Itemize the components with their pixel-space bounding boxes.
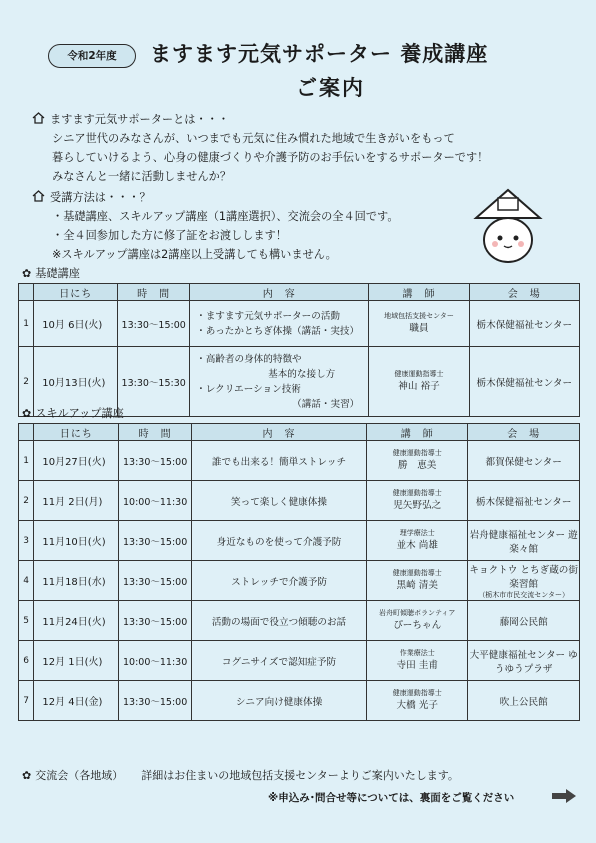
row-content: 誰でも出来る！簡単ストレッチ xyxy=(191,441,366,481)
exchange-heading: 交流会（各地域） xyxy=(35,769,124,782)
method-line: ・基礎講座、スキルアップ講座（1講座選択）、交流会の全４回です。 xyxy=(52,210,399,223)
row-time: 10:00～11:30 xyxy=(119,641,192,681)
column-header: 内 容 xyxy=(191,424,366,441)
row-content: ・ますます元気サポーターの活動 ・あったかとちぎ体操（講話・実技） xyxy=(190,301,369,347)
row-content: ・高齢者の身体的特徴や 基本的な接し方 ・レクリエーション技術 （講話・実習） xyxy=(190,347,369,417)
skill-heading: ✿ スキルアップ講座 xyxy=(22,404,124,423)
about-line: みなさんと一緒に活動しませんか？ xyxy=(52,170,232,183)
year-badge: 令和2年度 xyxy=(48,44,136,68)
table-row xyxy=(19,681,580,721)
page-title: ますます元気サポーター 養成講座 xyxy=(150,42,489,66)
basic-table xyxy=(18,283,580,417)
row-instructor: 健康運動指導士 黒崎 清美 xyxy=(367,561,468,601)
row-venue: 岩舟健康福祉センター 遊楽々館 xyxy=(468,521,580,561)
row-venue: 栃木保健福祉センター xyxy=(468,481,580,521)
row-instructor: 健康運動指導士 勝 恵美 xyxy=(367,441,468,481)
table-header-row xyxy=(19,284,580,301)
row-time: 13:30～15:00 xyxy=(119,441,192,481)
method-heading: 受講方法は・・・？ xyxy=(50,191,151,204)
footer-note: ※申込み･問合せ等については、裏面をご覧ください xyxy=(268,792,515,804)
exchange-text: 詳細はお住まいの地域包括支援センターよりご案内いたします。 xyxy=(141,769,459,782)
method-line: ※スキルアップ講座は2講座以上受講しても構いません。 xyxy=(52,248,337,261)
row-instructor: 作業療法士 寺田 圭甫 xyxy=(367,641,468,681)
row-time: 13:30～15:00 xyxy=(119,681,192,721)
row-date: 11月 2日(月) xyxy=(34,481,119,521)
skill-table xyxy=(18,423,580,721)
row-date: 11月10日(火) xyxy=(34,521,119,561)
table-row xyxy=(19,301,580,347)
row-time: 13:30～15:00 xyxy=(119,561,192,601)
row-content: 身近なものを使って介護予防 xyxy=(191,521,366,561)
row-venue: キョクトウ とちぎ蔵の街楽習館 （栃木市市民交流センター） xyxy=(468,561,580,601)
row-date: 12月 1日(火) xyxy=(34,641,119,681)
arrow-right-icon xyxy=(552,789,576,803)
row-date: 12月 4日(金) xyxy=(34,681,119,721)
mascot-icon xyxy=(470,184,546,270)
column-header: 日にち xyxy=(34,284,118,301)
row-number: 2 xyxy=(19,347,34,417)
row-instructor: 岩舟町傾聴ボランティア ぴーちゃん xyxy=(367,601,468,641)
row-number: 2 xyxy=(19,481,34,521)
column-header: 講 師 xyxy=(369,284,469,301)
table-row xyxy=(19,521,580,561)
row-venue: 栃木保健福祉センター xyxy=(469,301,579,347)
row-content: ストレッチで介護予防 xyxy=(191,561,366,601)
column-header: 会 場 xyxy=(468,424,580,441)
house-icon xyxy=(32,190,45,202)
row-number: 1 xyxy=(19,441,34,481)
house-icon xyxy=(32,112,45,124)
row-number: 7 xyxy=(19,681,34,721)
column-header: 講 師 xyxy=(367,424,468,441)
table-row xyxy=(19,561,580,601)
page-title-sub: ご案内 xyxy=(296,76,365,100)
method-section xyxy=(32,188,399,264)
row-date: 10月27日(火) xyxy=(34,441,119,481)
row-venue: 藤岡公民館 xyxy=(468,601,580,641)
flower-icon: ✿ xyxy=(22,769,32,782)
row-date: 10月 6日(火) xyxy=(34,301,118,347)
row-venue: 都賀保健センター xyxy=(468,441,580,481)
row-venue: 大平健康福祉センター ゆうゆうプラザ xyxy=(468,641,580,681)
row-number: 1 xyxy=(19,301,34,347)
table-row xyxy=(19,441,580,481)
method-line: ・全４回参加した方に修了証をお渡しします！ xyxy=(52,229,287,242)
row-instructor: 地域包括支援センター 職員 xyxy=(369,301,469,347)
row-venue: 吹上公民館 xyxy=(468,681,580,721)
row-date: 10月13日(火) xyxy=(34,347,118,417)
row-instructor: 健康運動指導士 神山 裕子 xyxy=(369,347,469,417)
exchange-section xyxy=(22,767,459,783)
row-time: 13:30～15:00 xyxy=(119,601,192,641)
column-header: 日にち xyxy=(34,424,119,441)
table-row xyxy=(19,641,580,681)
table-header-row xyxy=(19,424,580,441)
column-header: 内 容 xyxy=(190,284,369,301)
about-heading: ますます元気サポーターとは・・・ xyxy=(50,113,230,126)
column-header: 会 場 xyxy=(469,284,579,301)
row-date: 11月18日(水) xyxy=(34,561,119,601)
row-time: 13:30～15:00 xyxy=(118,301,190,347)
row-time: 13:30～15:00 xyxy=(119,521,192,561)
row-venue: 栃木保健福祉センター xyxy=(469,347,579,417)
flower-icon: ✿ xyxy=(22,407,32,420)
row-time: 13:30～15:30 xyxy=(118,347,190,417)
row-time: 10:00～11:30 xyxy=(119,481,192,521)
row-number: 5 xyxy=(19,601,34,641)
flower-icon: ✿ xyxy=(22,267,32,280)
table-row xyxy=(19,601,580,641)
column-header: 時 間 xyxy=(119,424,192,441)
row-content: コグニサイズで認知症予防 xyxy=(191,641,366,681)
about-line: 暮らしていけるよう、心身の健康づくりや介護予防のお手伝いをするサポーターです！ xyxy=(52,151,489,164)
row-instructor: 健康運動指導士 大橋 光子 xyxy=(367,681,468,721)
row-content: 笑って楽しく健康体操 xyxy=(191,481,366,521)
row-number: 4 xyxy=(19,561,34,601)
row-number: 3 xyxy=(19,521,34,561)
row-date: 11月24日(火) xyxy=(34,601,119,641)
column-header: 時 間 xyxy=(118,284,190,301)
row-content: シニア向け健康体操 xyxy=(191,681,366,721)
row-number: 6 xyxy=(19,641,34,681)
row-content: 活動の場面で役立つ傾聴のお話 xyxy=(191,601,366,641)
row-instructor: 健康運動指導士 児矢野弘之 xyxy=(367,481,468,521)
table-row xyxy=(19,481,580,521)
about-line: シニア世代のみなさんが、いつまでも元気に住み慣れた地域で生きがいをもって xyxy=(52,132,455,145)
about-section xyxy=(32,110,488,186)
basic-heading: ✿ 基礎講座 xyxy=(22,264,80,283)
row-instructor: 理学療法士 並木 尚雄 xyxy=(367,521,468,561)
